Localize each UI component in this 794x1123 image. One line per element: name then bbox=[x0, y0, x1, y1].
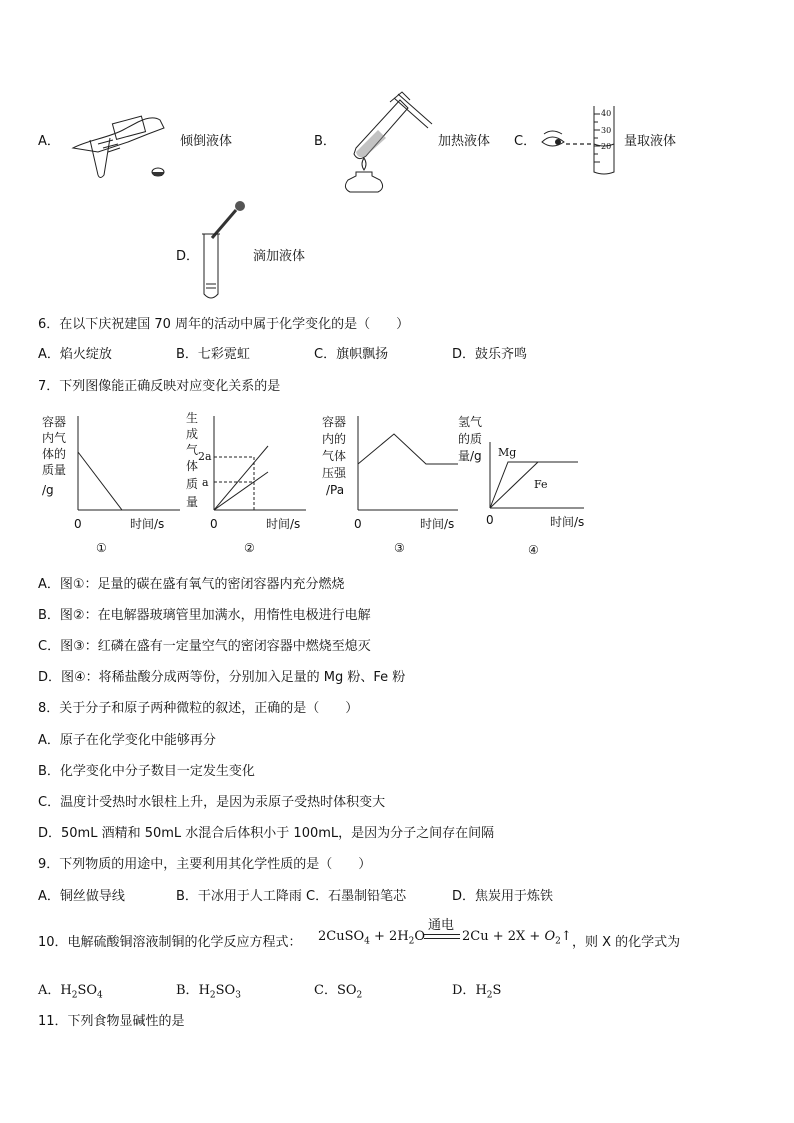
q8-option-c: C．温度计受热时水银柱上升，是因为汞原子受热时体积变大 bbox=[38, 795, 386, 810]
q9-option-b: B．干冰用于人工降雨 bbox=[176, 889, 302, 904]
graph-4-xlabel: 时间/s bbox=[550, 515, 585, 529]
q10-equation: 2CuSO$_4$ + $2H_2O$ bbox=[318, 929, 426, 947]
option-letter: B． bbox=[176, 983, 199, 998]
q10-condition-label: 通电 bbox=[428, 918, 455, 933]
q11-stem: 11．下列食物显碱性的是 bbox=[38, 1014, 185, 1029]
graph-3-curve bbox=[358, 434, 458, 464]
cylinder-tick-20: 20 bbox=[601, 142, 612, 151]
graph-3 bbox=[320, 412, 470, 557]
graph-3-ylabel-line: 容器 bbox=[322, 415, 347, 429]
graph-1-caption: ① bbox=[96, 541, 107, 555]
measuring-liquid-illustration bbox=[538, 104, 620, 176]
q5-option-d bbox=[176, 245, 199, 264]
graph-4 bbox=[456, 412, 596, 562]
graph-3-ylabel-line: 气体 bbox=[322, 449, 347, 463]
graph-3-xlabel: 时间/s bbox=[420, 517, 455, 531]
q7-option-a: A．图①：足量的碳在盛有氧气的密闭容器内充分燃烧 bbox=[38, 577, 345, 592]
q6-option-b: B．七彩霓虹 bbox=[176, 347, 250, 362]
graph-4-caption: ④ bbox=[528, 543, 539, 557]
q8-option-d: D．50mL 酒精和 50mL 水混合后体积小于 100mL，是因为分子之间存在间隔 bbox=[38, 826, 495, 841]
q5-option-b bbox=[314, 130, 336, 149]
graph-2-ylabel-line: 气 bbox=[186, 443, 199, 457]
q10-equation-products: $2Cu + 2X + O_2↑$ bbox=[462, 929, 572, 947]
q8-stem: 8．关于分子和原子两种微粒的叙述，正确的是（ ） bbox=[38, 701, 359, 716]
option-letter: D． bbox=[176, 249, 200, 264]
graph-2-caption: ② bbox=[244, 541, 255, 555]
option-letter: D． bbox=[452, 983, 476, 998]
q10-condition bbox=[428, 914, 454, 933]
graph-2-ylabel-line: 体 bbox=[186, 459, 199, 473]
q6-option-d: D．鼓乐齐鸣 bbox=[452, 347, 528, 362]
q10-stem bbox=[38, 931, 302, 950]
q6-option-c: C．旗帜飘扬 bbox=[314, 347, 389, 362]
graph-2-origin: 0 bbox=[210, 517, 218, 531]
q9-option-a: A．铜丝做导线 bbox=[38, 889, 125, 904]
graph-1-ylabel-line: 内气 bbox=[42, 431, 67, 445]
q10-option-d: D．$H_2S$ bbox=[452, 983, 502, 1001]
graph-2-tick-2a: 2a bbox=[198, 450, 212, 463]
graph-4-ylabel-line: 的质 bbox=[458, 432, 483, 446]
q5-option-c bbox=[514, 130, 536, 149]
graph-2-tick-a: a bbox=[202, 476, 209, 489]
q5-option-c-label: 量取液体 bbox=[624, 134, 677, 149]
graph-4-ylabel-line: 量/g bbox=[458, 449, 482, 463]
option-letter: B． bbox=[314, 134, 336, 149]
option-letter: A． bbox=[38, 134, 60, 149]
q7-stem: 7．下列图像能正确反映对应变化关系的是 bbox=[38, 379, 281, 394]
cylinder-tick-30: 30 bbox=[601, 126, 612, 135]
q5-option-d-label: 滴加液体 bbox=[253, 249, 306, 264]
graph-4-series-mg: Mg bbox=[498, 446, 517, 459]
q7-option-d: D．图④：将稀盐酸分成两等份，分别加入足量的 Mg 粉、Fe 粉 bbox=[38, 670, 406, 685]
graph-4-origin: 0 bbox=[486, 513, 494, 527]
pouring-liquid-illustration bbox=[68, 100, 178, 180]
q5-option-b-label: 加热液体 bbox=[438, 134, 491, 149]
q10-option-b: B．$H_2SO_3$ bbox=[176, 983, 241, 1001]
q6-option-a: A．焰火绽放 bbox=[38, 347, 112, 362]
graph-1-ylabel-line: 体的 bbox=[42, 447, 67, 461]
graph-1-ylabel-line: 质量 bbox=[42, 463, 67, 477]
q10-stem-after: ，则 X 的化学式为 bbox=[572, 935, 681, 950]
q9-stem: 9．下列物质的用途中，主要利用其化学性质的是（ ） bbox=[38, 857, 372, 872]
graph-1-curve bbox=[78, 452, 122, 510]
q6-stem: 6．在以下庆祝建国 70 周年的活动中属于化学变化的是（ ） bbox=[38, 317, 410, 332]
graph-2-ylabel-line: 量 bbox=[186, 495, 199, 509]
dropping-liquid-illustration bbox=[198, 198, 248, 304]
q9-option-d: D．焦炭用于炼铁 bbox=[452, 889, 554, 904]
q7-option-b: B．图②：在电解器玻璃管里加满水，用惰性电极进行电解 bbox=[38, 608, 371, 623]
q7-option-c: C．图③：红磷在盛有一定量空气的密闭容器中燃烧至熄灭 bbox=[38, 639, 371, 654]
q8-option-b: B．化学变化中分子数目一定发生变化 bbox=[38, 764, 255, 779]
graph-2 bbox=[182, 406, 322, 556]
q10-option-c: C．$SO_2$ bbox=[314, 983, 363, 1001]
graph-3-ylabel-line: 内的 bbox=[322, 432, 347, 446]
graph-1-ylabel-line: /g bbox=[42, 483, 54, 497]
graph-1-origin: 0 bbox=[74, 517, 82, 531]
graph-2-ylabel-line: 生 bbox=[186, 411, 199, 425]
graph-2-ylabel-line: 成 bbox=[186, 427, 199, 441]
q5-option-a bbox=[38, 130, 60, 149]
graph-4-series-fe: Fe bbox=[534, 478, 548, 491]
graph-2-ylabel-line: 质 bbox=[186, 477, 199, 491]
heating-liquid-illustration bbox=[338, 88, 438, 193]
graph-3-caption: ③ bbox=[394, 541, 405, 555]
q8-option-a: A．原子在化学变化中能够再分 bbox=[38, 733, 216, 748]
graph-4-line-fe bbox=[490, 462, 538, 508]
graph-3-ylabel-line: 压强 bbox=[322, 466, 347, 480]
graph-2-xlabel: 时间/s bbox=[266, 517, 301, 531]
graph-3-origin: 0 bbox=[354, 517, 362, 531]
option-letter: A． bbox=[38, 983, 61, 998]
option-letter: C． bbox=[314, 983, 337, 998]
q10-option-a: A．$H_2SO_4$ bbox=[38, 983, 103, 1001]
q10-double-line bbox=[424, 934, 460, 939]
q10-stem-before: 10．电解硫酸铜溶液制铜的化学反应方程式： bbox=[38, 935, 302, 950]
option-letter: C． bbox=[514, 134, 537, 149]
graph-1-xlabel: 时间/s bbox=[130, 517, 165, 531]
q9-option-c: C．石墨制铅笔芯 bbox=[306, 889, 407, 904]
graph-3-ylabel-line: /Pa bbox=[326, 483, 345, 497]
cylinder-tick-40: 40 bbox=[601, 109, 612, 118]
q5-option-a-label: 倾倒液体 bbox=[180, 134, 233, 149]
graph-1 bbox=[40, 412, 190, 557]
graph-4-ylabel-line: 氢气 bbox=[458, 415, 483, 429]
graph-1-ylabel-line: 容器 bbox=[42, 415, 67, 429]
